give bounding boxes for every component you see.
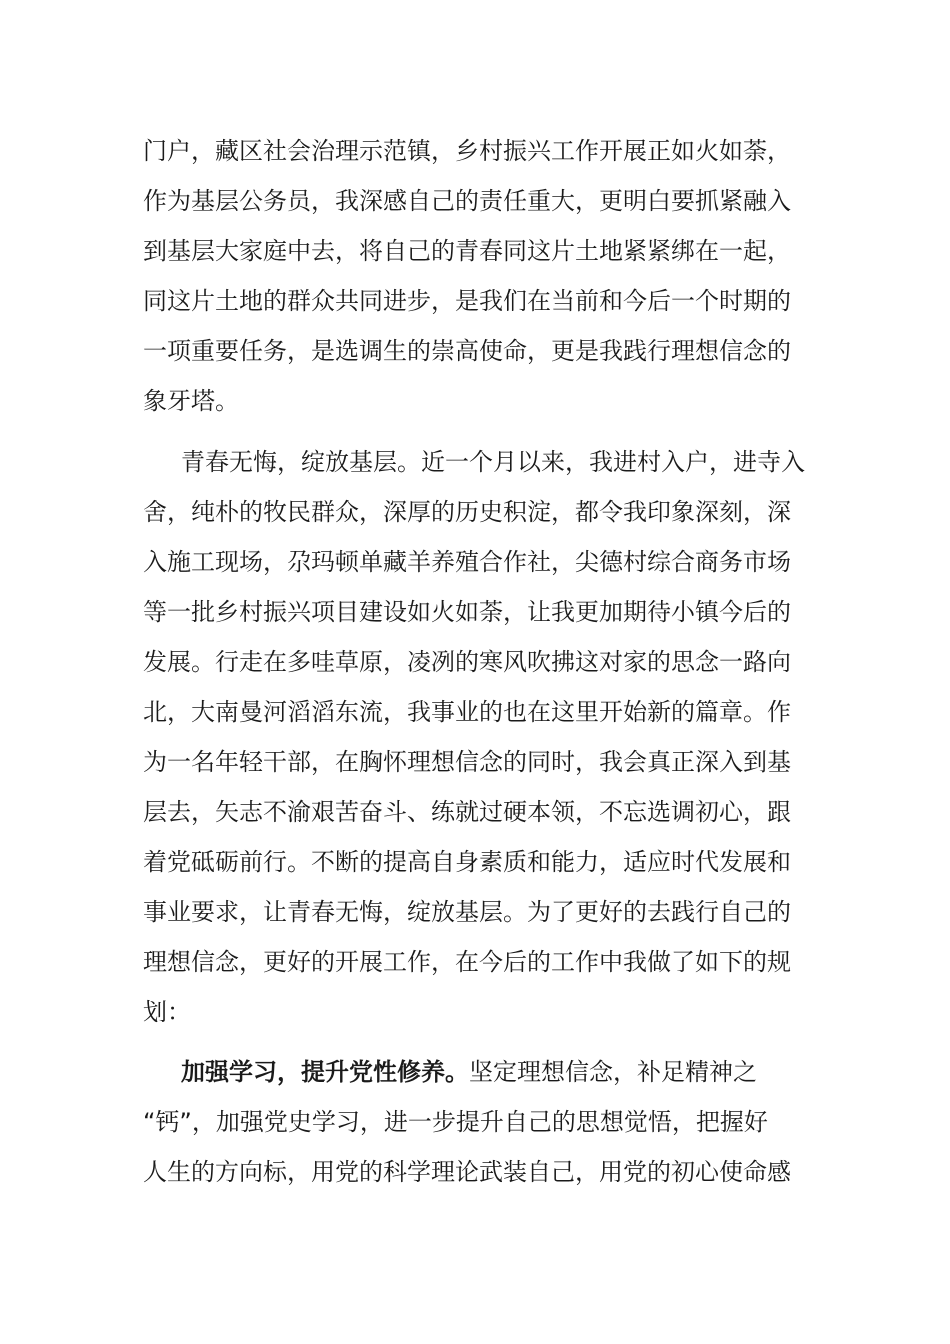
text-line: 发展。行走在多哇草原，凌冽的寒风吹拂这对家的思念一路向 (143, 648, 791, 676)
text-line: 等一批乡村振兴项目建设如火如荼，让我更加期待小镇今后的 (143, 598, 791, 626)
text-line: 入施工现场，尕玛顿单藏羊养殖合作社，尖德村综合商务市场 (143, 548, 791, 576)
text-line-first (143, 1047, 807, 1097)
text-line: 舍，纯朴的牧民群众，深厚的历史积淀，都令我印象深刻，深 (143, 498, 791, 526)
paragraph-3 (143, 1047, 807, 1197)
text-line: 一项重要任务，是选调生的崇高使命，更是我践行理想信念的 (143, 337, 791, 365)
text-line: 作为基层公务员，我深感自己的责任重大，更明白要抓紧融入 (143, 187, 791, 215)
text-line: 门户，藏区社会治理示范镇，乡村振兴工作开展正如火如荼， (143, 137, 791, 165)
text-line: 划： (143, 998, 191, 1026)
text-line: 事业要求，让青春无悔，绽放基层。为了更好的去践行自己的 (143, 898, 791, 926)
text-line: 象牙塔。 (143, 387, 239, 415)
text-line: 为一名年轻干部，在胸怀理想信念的同时，我会真正深入到基 (143, 748, 791, 776)
text-line: “钙”，加强党史学习，进一步提升自己的思想觉悟，把握好 (143, 1108, 768, 1136)
paragraph-1 (143, 126, 807, 426)
text-line: 人生的方向标，用党的科学理论武装自己，用党的初心使命感 (143, 1158, 791, 1186)
text-line: 到基层大家庭中去，将自己的青春同这片土地紧紧绑在一起， (143, 237, 791, 265)
paragraph-2 (143, 437, 807, 1037)
text-line: 理想信念，更好的开展工作，在今后的工作中我做了如下的规 (143, 948, 791, 976)
text-line: 北，大南曼河滔滔东流，我事业的也在这里开始新的篇章。作 (143, 698, 791, 726)
text-line-rest: 坚定理想信念，补足精神之 (469, 1058, 757, 1086)
text-line: 层去，矢志不渝艰苦奋斗、练就过硬本领，不忘选调初心，跟 (143, 798, 791, 826)
text-line: 着党砥砺前行。不断的提高自身素质和能力，适应时代发展和 (143, 848, 791, 876)
section-heading: 加强学习，提升党性修养。 (181, 1058, 469, 1086)
text-line: 青春无悔，绽放基层。近一个月以来，我进村入户，进寺入 (181, 448, 805, 476)
text-line: 同这片土地的群众共同进步，是我们在当前和今后一个时期的 (143, 287, 791, 315)
